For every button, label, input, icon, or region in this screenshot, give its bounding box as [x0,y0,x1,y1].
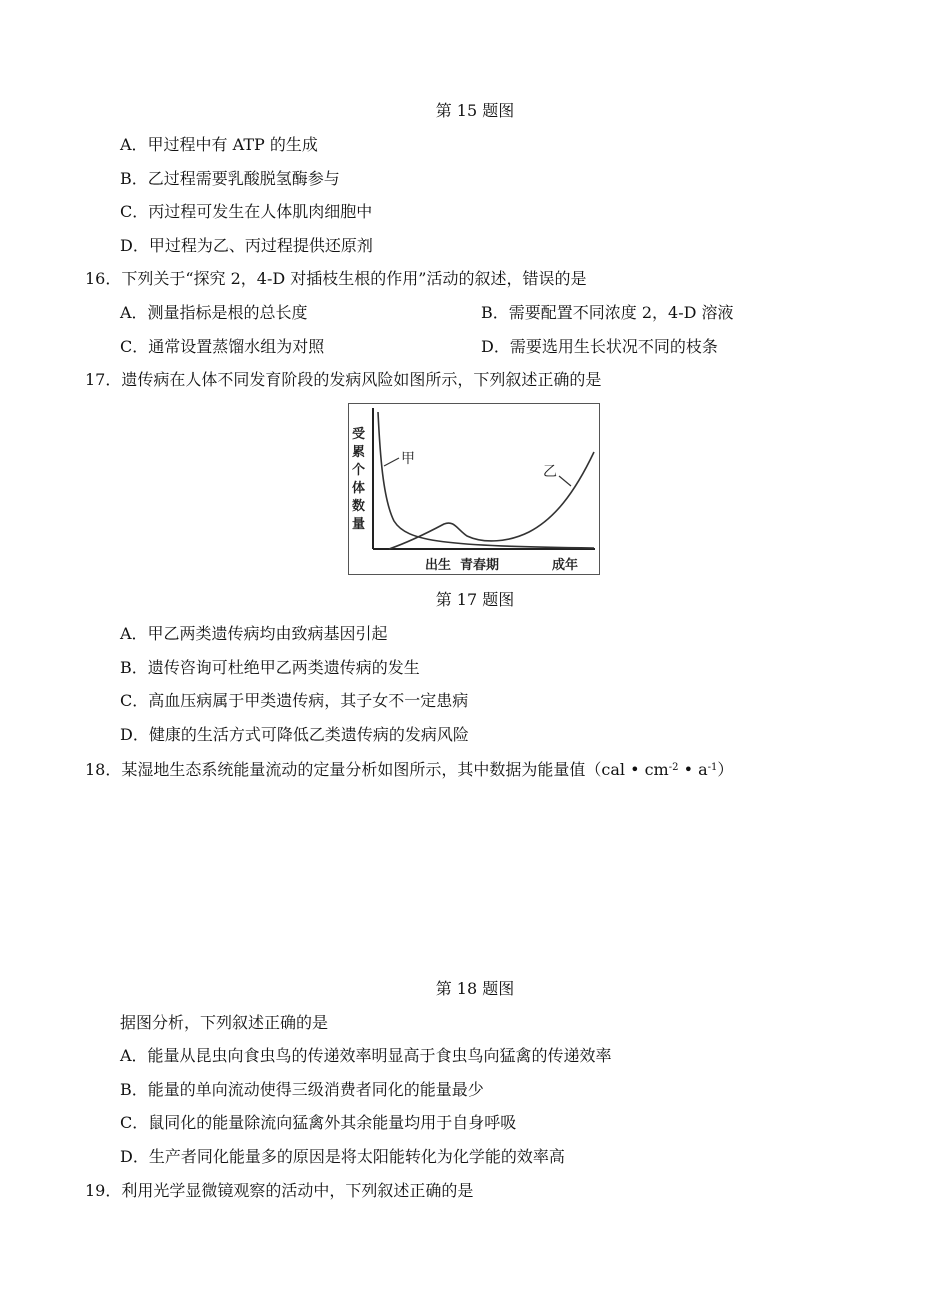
q18-option-d: D．生产者同化能量多的原因是将太阳能转化为化学能的效率高 [120,1147,565,1166]
x-label-birth: 出生 [425,558,452,573]
q18-option-b: B．能量的单向流动使得三级消费者同化的能量最少 [120,1080,484,1099]
curve-a-leader [384,458,399,466]
x-label-adult: 成年 [552,558,579,573]
q18-option-a: A．能量从昆虫向食虫鸟的传递效率明显高于食虫鸟向猛禽的传递效率 [120,1046,612,1065]
ylabel-char-5: 数 [352,499,366,514]
q16-option-b: B．需要配置不同浓度 2，4-D 溶液 [481,303,734,322]
ylabel-char-6: 量 [352,517,366,532]
q15-option-b: B．乙过程需要乳酸脱氢酶参与 [120,169,340,188]
q18-stem-exp2: -1 [707,762,718,773]
curve-b-leader [559,476,571,486]
q17-stem: 17．遗传病在人体不同发育阶段的发病风险如图所示，下列叙述正确的是 [85,370,602,389]
curve-b [389,452,594,549]
q18-figure-area [120,790,820,970]
q17-figure [348,403,600,575]
q18-stem [85,758,733,780]
ylabel-char-1: 受 [352,427,366,442]
q15-option-a: A．甲过程中有 ATP 的生成 [120,135,318,154]
q16-stem: 16．下列关于“探究 2，4-D 对插枝生根的作用”活动的叙述，错误的是 [85,269,587,288]
ylabel-char-3: 个 [352,463,366,478]
curve-b-label: 乙 [543,464,557,480]
q18-prompt: 据图分析，下列叙述正确的是 [120,1013,329,1032]
q17-figure-caption: 第 17 题图 [435,590,515,609]
ylabel-char-2: 累 [352,445,366,460]
x-label-puberty: 青春期 [460,558,500,573]
q17-option-a: A．甲乙两类遗传病均由致病基因引起 [120,624,388,643]
curve-a [378,412,594,548]
q18-stem-exp1: -2 [668,762,679,773]
ylabel-char-4: 体 [352,481,366,496]
q19-stem: 19．利用光学显微镜观察的活动中，下列叙述正确的是 [85,1181,474,1200]
q18-figure-caption: 第 18 题图 [435,979,515,998]
q15-figure-caption: 第 15 题图 [435,101,515,120]
q15-option-d: D．甲过程为乙、丙过程提供还原剂 [120,236,373,255]
q18-stem-end: ） [717,760,734,779]
q17-option-d: D．健康的生活方式可降低乙类遗传病的发病风险 [120,725,469,744]
q15-option-c: C．丙过程可发生在人体肌肉细胞中 [120,202,373,221]
q17-option-c: C．高血压病属于甲类遗传病，其子女不一定患病 [120,691,469,710]
q16-option-d: D．需要选用生长状况不同的枝条 [481,337,718,356]
q18-option-c: C．鼠同化的能量除流向猛禽外其余能量均用于自身呼吸 [120,1113,517,1132]
q18-stem-mid: • a [678,760,708,779]
q18-stem-main: 18．某湿地生态系统能量流动的定量分析如图所示，其中数据为能量值（cal • cm [85,760,669,779]
q17-figure-graph [349,404,599,574]
q16-option-a: A．测量指标是根的总长度 [120,303,308,322]
q17-option-b: B．遗传咨询可杜绝甲乙两类遗传病的发生 [120,658,420,677]
q16-option-c: C．通常设置蒸馏水组为对照 [120,337,325,356]
curve-a-label: 甲 [401,451,415,467]
